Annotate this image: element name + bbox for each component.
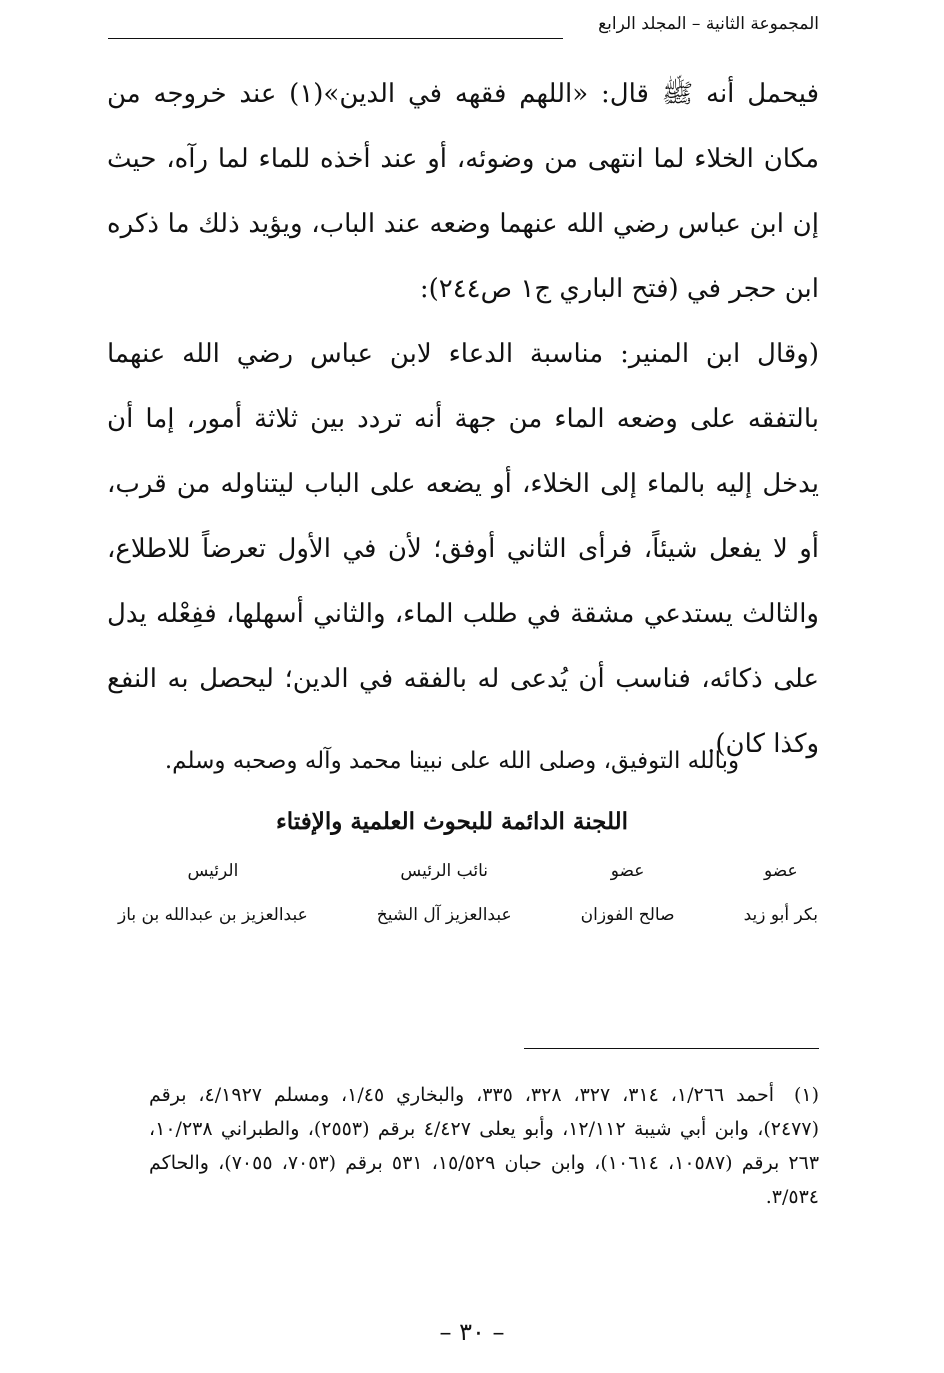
footnote-text: أحمد ١/٢٦٦، ٣١٤، ٣٢٧، ٣٢٨، ٣٣٥، والبخاري ١/٤٥، ومسلم ٤/١٩٢٧، برقم (٢٤٧٧)، وابن أبي شيبة ١٢/١١٢، وأبو يعلى ٤/٤٢٧ برقم (٢٥٥٣)، والطبراني ١٠/٢٣٨، ٢٦٣ برقم (١٠٥٨٧، ١٠٦١٤)، وابن حبان ١٥/٥٢٩، ٥٣١ برقم (٧٠٥٣، ٧٠٥٥)، والحاكم ٣/٥٣٤. (149, 1084, 820, 1208)
footnote-rule (524, 1048, 819, 1049)
footnote-1 (149, 1078, 819, 1214)
closing-line: وبالله التوفيق، وصلى الله على نبينا محمد وآله وصحبه وسلم. (164, 748, 740, 774)
signature-name: عبدالعزيز آل الشيخ (376, 905, 512, 925)
signature-vice-president (377, 856, 512, 930)
signature-name: عبدالعزيز بن عبدالله بن باز (118, 905, 308, 925)
signature-member-2 (581, 856, 675, 930)
page-number: – ٣٠ – (439, 1318, 505, 1346)
paragraph-1: فيحمل أنه ﷺ قال: «اللهم فقهه في الدين»(١) عند خروجه من مكان الخلاء لما انتهى من وضوئه، أو عند أخذه للماء لما رآه، حيث إن ابن عباس رضي الله عنهما وضعه عند الباب، ويؤيد ذلك ما ذكره ابن حجر في (فتح الباري ج١ ص٢٤٤): (107, 79, 819, 304)
paragraph-2-quote: (وقال ابن المنير: مناسبة الدعاء لابن عباس رضي الله عنهما بالتفقه على وضعه الماء من جهة أنه تردد بين ثلاثة أمور، إما أن يدخل إليه بالماء إلى الخلاء، أو يضعه على الباب ليتناوله من قرب، أو لا يفعل شيئاً، فرأى الثاني أوفق؛ لأن في الأول تعرضاً للاطلاع، والثالث يستدعي مشقة في طلب الماء، والثاني أسهلها، ففِعْله يدل على ذكائه، فناسب أن يُدعى له بالفقه في الدين؛ ليحصل به النفع وكذا كان). (107, 339, 819, 759)
signature-name: صالح الفوزان (580, 905, 675, 925)
committee-title: اللجنة الدائمة للبحوث العلمية والإفتاء (275, 808, 629, 835)
header-rule (108, 38, 563, 39)
running-head: المجموعة الثانية – المجلد الرابع (598, 14, 819, 34)
signature-name: بكر أبو زيد (743, 905, 818, 925)
signature-block (118, 856, 818, 930)
footnote-number: (١) (793, 1084, 820, 1106)
main-text (107, 62, 819, 777)
signature-role: نائب الرئيس (400, 861, 488, 881)
signature-role: عضو (610, 861, 645, 881)
signature-president (118, 856, 308, 930)
signature-member-1 (744, 856, 818, 930)
signature-role: عضو (763, 861, 798, 881)
signature-role: الرئيس (187, 861, 239, 881)
